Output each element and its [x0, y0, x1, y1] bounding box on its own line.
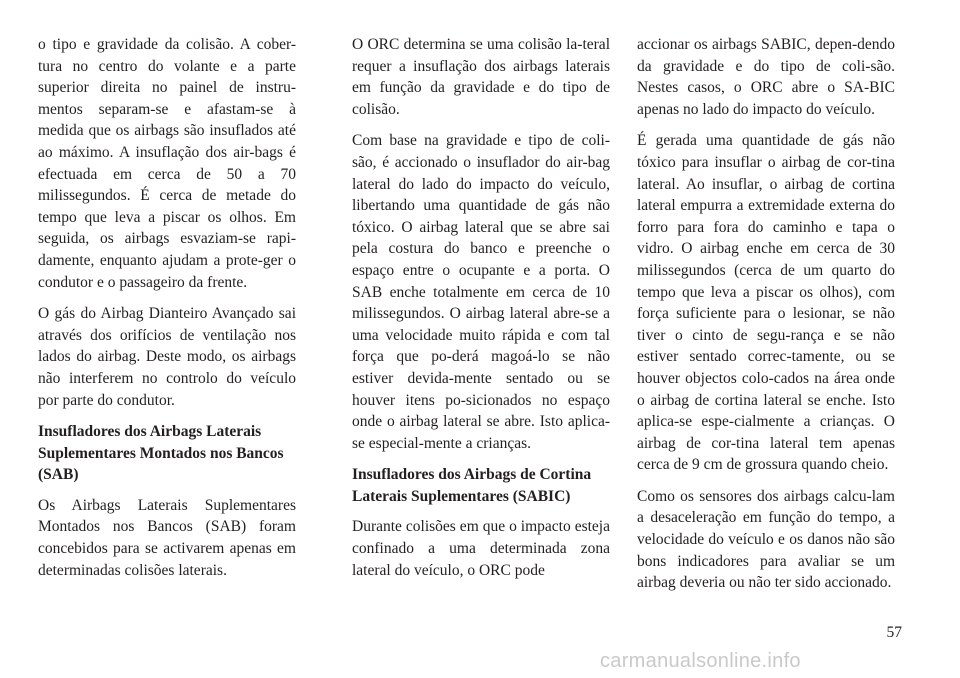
section-heading: Insufladores dos Airbags de Cortina Laterais Suplementares (SABIC): [352, 466, 592, 505]
column-1: [38, 34, 296, 591]
watermark: carmanualsonline.info: [600, 650, 801, 672]
column-2: [352, 34, 610, 591]
paragraph: o tipo e gravidade da colisão. A cober-tura no centro do volante e a parte superior direita no painel de instru-mentos separam-se e afastam-se à medida que os airbags são insuflados até ao máximo. A insuflação dos air-bags é efectuada em cerca de 50 a 70 milissegundos. É cerca de metade do tempo que leva a piscar os olhos. Em seguida, os airbags esvaziam-se rapi-damente, enquanto ajudam a prote-ger o condutor e o passageiro da frente.: [38, 36, 296, 291]
paragraph: O gás do Airbag Dianteiro Avançado sai através dos orifícios de ventilação nos lados do airbag. Deste modo, os airbags não interferem no controlo do veículo por parte do condutor.: [38, 305, 296, 409]
paragraph: O ORC determina se uma colisão la-teral requer a insuflação dos airbags laterais em função da gravidade e do tipo de colisão.: [352, 36, 610, 118]
column-3: [637, 34, 895, 604]
paragraph: É gerada uma quantidade de gás não tóxico para insuflar o airbag de cor-tina lateral. Ao insuflar, o airbag de cortina lateral empurra a extremidade externa do forro para fora do caminho e tapa o vidro. O airbag enche em cerca de 30 milissegundos (cerca de um quarto do tempo que leva a piscar os olhos), com força suficiente para o lesionar, se não tiver o cinto de segu-rança e se não estiver sentado correc-tamente, ou se houver objectos colo-cados na área onde o airbag de cortina lateral se enche. Isto aplica-se espe-cialmente a crianças. O airbag de cor-tina lateral tem apenas cerca de 9 cm de grossura quando cheio.: [637, 132, 895, 474]
paragraph: Com base na gravidade e tipo de coli-são, é accionado o insuflador do air-bag lateral do lado do impacto do veículo, libertando uma quantidade de gás não tóxico. O airbag lateral que se abre sai pela costura do banco e preenche o espaço entre o ocupante e a porta. O SAB enche totalmente em cerca de 10 milissegundos. O airbag lateral abre-se a uma velocidade muito rápida e com tal força que po-derá magoá-lo se não estiver devida-mente sentado ou se houver itens po-sicionados no espaço onde o airbag lateral se abre. Isto aplica-se especial-mente a crianças.: [352, 132, 610, 452]
paragraph: Os Airbags Laterais Suplementares Montados nos Bancos (SAB) foram concebidos para se activarem apenas em determinadas colisões laterais.: [38, 496, 296, 579]
section-heading: Insufladores dos Airbags Laterais Suplementares Montados nos Bancos (SAB): [38, 423, 284, 484]
page-number: 57: [886, 624, 902, 641]
paragraph: Como os sensores dos airbags calcu-lam a desaceleração em função do tempo, a velocidade do veículo e os danos não são bons indicadores para avaliar se um airbag deveria ou não ter sido accionado.: [637, 487, 895, 592]
paragraph: Durante colisões em que o impacto esteja confinado a uma determinada zona lateral do veículo, o ORC pode: [352, 518, 610, 579]
paragraph: accionar os airbags SABIC, depen-dendo da gravidade e do tipo de coli-são. Nestes casos, o ORC abre o SA-BIC apenas no lado do impacto do veículo.: [637, 36, 895, 118]
